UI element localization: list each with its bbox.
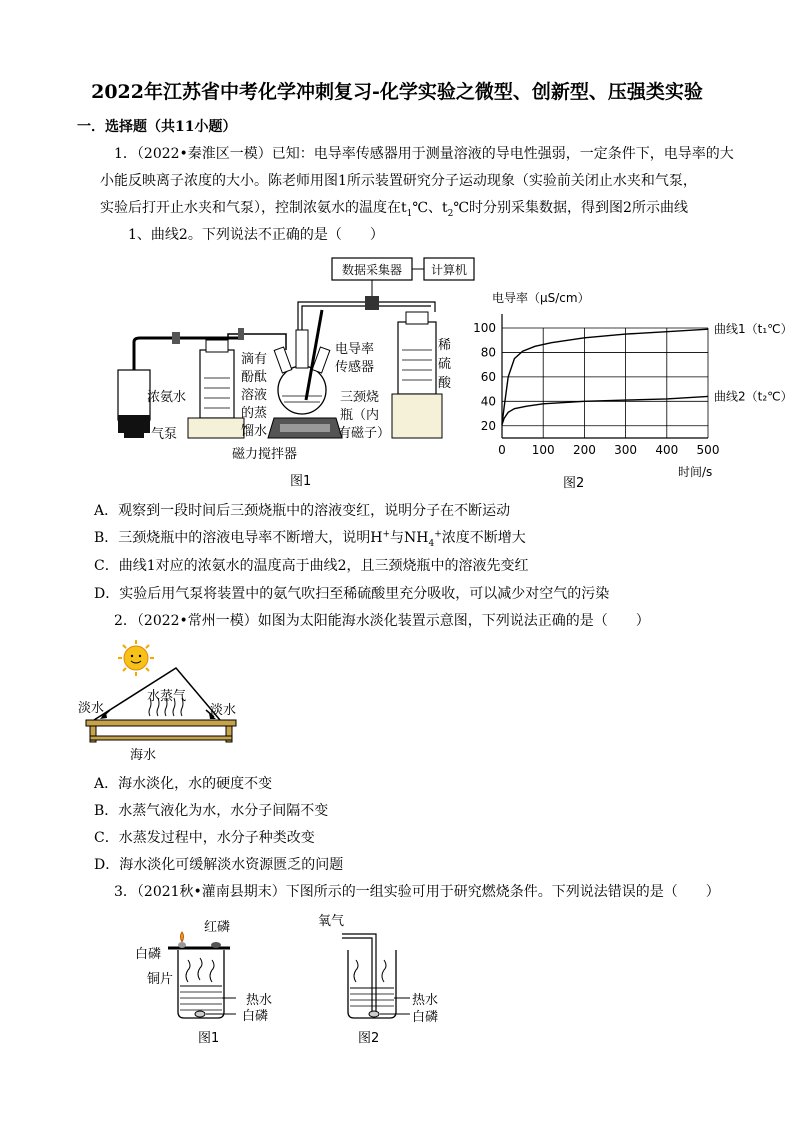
computer-label: 计算机 xyxy=(430,263,468,277)
q2-option-a: A．海水淡化，水的硬度不变 xyxy=(94,776,273,792)
figure2-caption: 图2 xyxy=(563,476,585,491)
label-acid-2: 硫 xyxy=(438,357,452,372)
q1-stem-line4: 1、曲线2。下列说法不正确的是（ ） xyxy=(128,227,384,243)
page-title: 2022年江苏省中考化学冲刺复习-化学实验之微型、创新型、压强类实验 xyxy=(91,81,703,103)
label-hot-water-1: 热水 xyxy=(246,993,273,1008)
label-stirrer: 磁力搅拌器 xyxy=(232,447,298,462)
q3-figure1-beaker xyxy=(160,930,250,1025)
x-axis-label: 时间/s xyxy=(678,465,713,479)
label-sensor-1: 电导率 xyxy=(335,342,375,357)
q2-option-b: B．水蒸气液化为水，水分子间隔不变 xyxy=(94,803,329,819)
acid-bottle xyxy=(398,322,436,394)
series-label-1: 曲线1（t₁℃） xyxy=(714,322,793,337)
label-fresh-water-right: 淡水 xyxy=(210,703,237,718)
q2-option-d: D．海水淡化可缓解淡水资源匮乏的问题 xyxy=(94,857,344,873)
label-oxygen: 氧气 xyxy=(318,914,345,929)
label-water-vapor: 水蒸气 xyxy=(147,689,187,704)
y-tick-label: 60 xyxy=(480,369,496,384)
data-collector-label: 数据采集器 xyxy=(341,263,403,277)
q1-option-d: D．实验后用气泵将装置中的氨气吹扫至稀硫酸里充分吸收，可以减少对空气的污染 xyxy=(94,586,610,602)
label-copper-sheet: 铜片 xyxy=(147,972,174,987)
label-flask-1: 三颈烧 xyxy=(340,390,380,405)
three-neck-flask xyxy=(278,366,326,414)
q1-stem-line2: 小能反映离子浓度的大小。陈老师用图1所示装置研究分子运动现象（实验前关闭止水夹和气泵， xyxy=(100,173,697,189)
label-red-phosphorus: 红磷 xyxy=(204,920,231,935)
label-phenol-2: 酚酞 xyxy=(241,370,268,385)
label-phenol-3: 溶液 xyxy=(241,388,268,403)
x-tick-label: 300 xyxy=(614,443,638,457)
q2-option-c: C．水蒸发过程中，水分子种类改变 xyxy=(94,830,315,846)
sun-icon xyxy=(118,640,154,676)
label-hot-water-2: 热水 xyxy=(412,993,439,1008)
q1-option-b: B．三颈烧瓶中的溶液电导率不断增大，说明H+与$NH_4^+$浓度不断增大 xyxy=(94,529,526,549)
label-sensor-2: 传感器 xyxy=(335,360,375,375)
label-phenol-1: 滴有 xyxy=(241,352,268,367)
x-tick-label: 200 xyxy=(572,443,596,457)
label-flask-3: 有磁子） xyxy=(338,426,391,441)
y-tick-label: 40 xyxy=(480,394,496,409)
label-white-phosphorus-bottom: 白磷 xyxy=(242,1009,269,1024)
label-white-phosphorus-top: 白磷 xyxy=(135,947,162,962)
label-phenol-4: 的蒸 xyxy=(241,406,268,421)
x-tick-label: 500 xyxy=(696,443,720,457)
y-tick-label: 20 xyxy=(480,418,496,433)
section-heading: 一．选择题（共11小题） xyxy=(77,119,237,135)
y-axis-label: 电导率（μS/cm） xyxy=(492,291,590,305)
clamp-top xyxy=(365,296,379,310)
q1-option-a: A．观察到一段时间后三颈烧瓶中的溶液变红，说明分子在不断运动 xyxy=(94,503,511,519)
q1-option-c: C．曲线1对应的浓氨水的温度高于曲线2，且三颈烧瓶中的溶液先变红 xyxy=(94,558,529,574)
label-flask-2: 瓶（内 xyxy=(340,408,380,423)
q1-figure2-chart xyxy=(470,288,793,488)
q3-figure2-caption: 图2 xyxy=(358,1031,380,1046)
q1-stem-line1: 1．（2022•秦淮区一模）已知：电导率传感器用于测量溶液的导电性强弱，一定条件下，电导率的大 xyxy=(114,146,734,162)
q1-stem-line3: 实验后打开止水夹和气泵），控制浓氨水的温度在$t_1℃$、$t_2℃$时分别采集数据，得到图2所示曲线 xyxy=(100,200,688,219)
q3-figure1-caption: 图1 xyxy=(198,1031,220,1046)
label-phenol-5: 馏水 xyxy=(241,424,268,439)
y-tick-label: 80 xyxy=(480,345,496,360)
label-acid-3: 酸 xyxy=(438,376,452,391)
q2-stem: 2．（2022•常州一模）如图为太阳能海水淡化装置示意图，下列说法正确的是（ ） xyxy=(114,613,650,629)
label-fresh-water-left: 淡水 xyxy=(78,701,105,716)
series-line-2 xyxy=(502,396,708,424)
x-tick-label: 400 xyxy=(655,443,679,457)
label-air-pump: 气泵 xyxy=(151,427,178,442)
x-tick-label: 100 xyxy=(531,443,555,457)
air-pump xyxy=(118,370,150,420)
label-conc-ammonia: 浓氨水 xyxy=(147,390,187,405)
figure1-caption: 图1 xyxy=(290,474,312,489)
label-seawater: 海水 xyxy=(130,748,157,763)
q3-stem: 3．（2021秋•灌南县期末）下图所示的一组实验可用于研究燃烧条件。下列说法错误的是（ ） xyxy=(114,884,720,900)
label-white-phosphorus-2: 白磷 xyxy=(412,1010,439,1025)
x-tick-label: 0 xyxy=(498,443,506,457)
series-label-2: 曲线2（t₂℃） xyxy=(714,389,793,404)
y-tick-label: 100 xyxy=(473,321,496,335)
label-acid-1: 稀 xyxy=(438,338,452,353)
